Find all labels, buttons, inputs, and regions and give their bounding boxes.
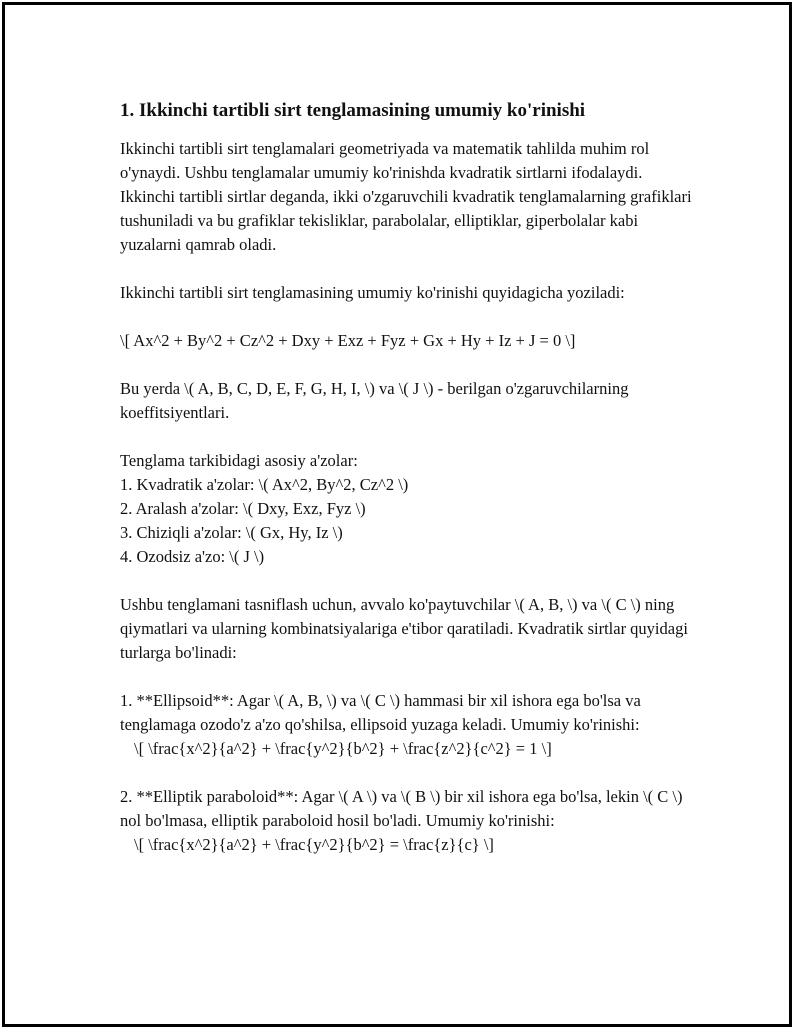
spacer bbox=[120, 353, 700, 377]
ellipsoid-paragraph: 1. **Ellipsoid**: Agar \( A, B, \) va \( C \) hammasi bir xil ishora ega bo'lsa va tenglamaga ozodo'z a'zo qo'shilsa, ellipsoid yuzaga keladi. Umumiy ko'rinishi: bbox=[120, 691, 641, 734]
spacer bbox=[120, 761, 700, 785]
paraboloid-formula: \[ \frac{x^2}{a^2} + \frac{y^2}{b^2} = \frac{z}{c} \] bbox=[134, 835, 494, 854]
intro-paragraph: Ikkinchi tartibli sirt tenglamalari geometriyada va matematik tahlilda muhim rol o'ynaydi. Ushbu tenglamalar umumiy ko'rinishda kvadratik sirtlarni ifodalaydi. Ikkinchi tartibli sirtlar deganda, ikki o'zgaruvchili kvadratik tenglamalarning grafiklari tushuniladi va bu grafiklar tekisliklar, parabolalar, elliptiklar, giperbolalar kabi yuzalarni qamrab oladi. bbox=[120, 139, 692, 254]
classification-paragraph: Ushbu tenglamani tasniflash uchun, avvalo ko'paytuvchilar \( A, B, \) va \( C \) ning qiymatlari va ularning kombinatsiyalariga e'tibor qaratiladi. Kvadratik sirtlar quyidagi turlarga bo'linadi: bbox=[120, 595, 688, 662]
general-equation: \[ Ax^2 + By^2 + Cz^2 + Dxy + Exz + Fyz + Gx + Hy + Iz + J = 0 \] bbox=[120, 331, 576, 350]
page-title: 1. Ikkinchi tartibli sirt tenglamasining umumiy ko'rinishi bbox=[120, 100, 586, 121]
ellipsoid-formula: \[ \frac{x^2}{a^2} + \frac{y^2}{b^2} + \frac{z^2}{c^2} = 1 \] bbox=[134, 739, 552, 758]
term-item: 4. Ozodsiz a'zo: \( J \) bbox=[120, 547, 265, 566]
spacer bbox=[120, 569, 700, 593]
terms-heading: Tenglama tarkibidagi asosiy a'zolar: bbox=[120, 451, 358, 470]
coefficients-paragraph: Bu yerda \( A, B, C, D, E, F, G, H, I, \) va \( J \) - berilgan o'zgaruvchilarning koeffitsiyentlari. bbox=[120, 379, 629, 422]
spacer bbox=[120, 425, 700, 449]
paraboloid-paragraph: 2. **Elliptik paraboloid**: Agar \( A \) va \( B \) bir xil ishora ega bo'lsa, lekin \( C \) nol bo'lmasa, elliptik paraboloid hosil bo'ladi. Umumiy ko'rinishi: bbox=[120, 787, 683, 830]
spacer bbox=[120, 257, 700, 281]
document-page bbox=[2, 2, 792, 1027]
document-content bbox=[120, 97, 700, 857]
term-item: 3. Chiziqli a'zolar: \( Gx, Hy, Iz \) bbox=[120, 523, 343, 542]
term-item: 1. Kvadratik a'zolar: \( Ax^2, By^2, Cz^2 \) bbox=[120, 475, 409, 494]
term-item: 2. Aralash a'zolar: \( Dxy, Exz, Fyz \) bbox=[120, 499, 366, 518]
general-form-intro: Ikkinchi tartibli sirt tenglamasining umumiy ko'rinishi quyidagicha yoziladi: bbox=[120, 283, 625, 302]
spacer bbox=[120, 665, 700, 689]
spacer bbox=[120, 305, 700, 329]
